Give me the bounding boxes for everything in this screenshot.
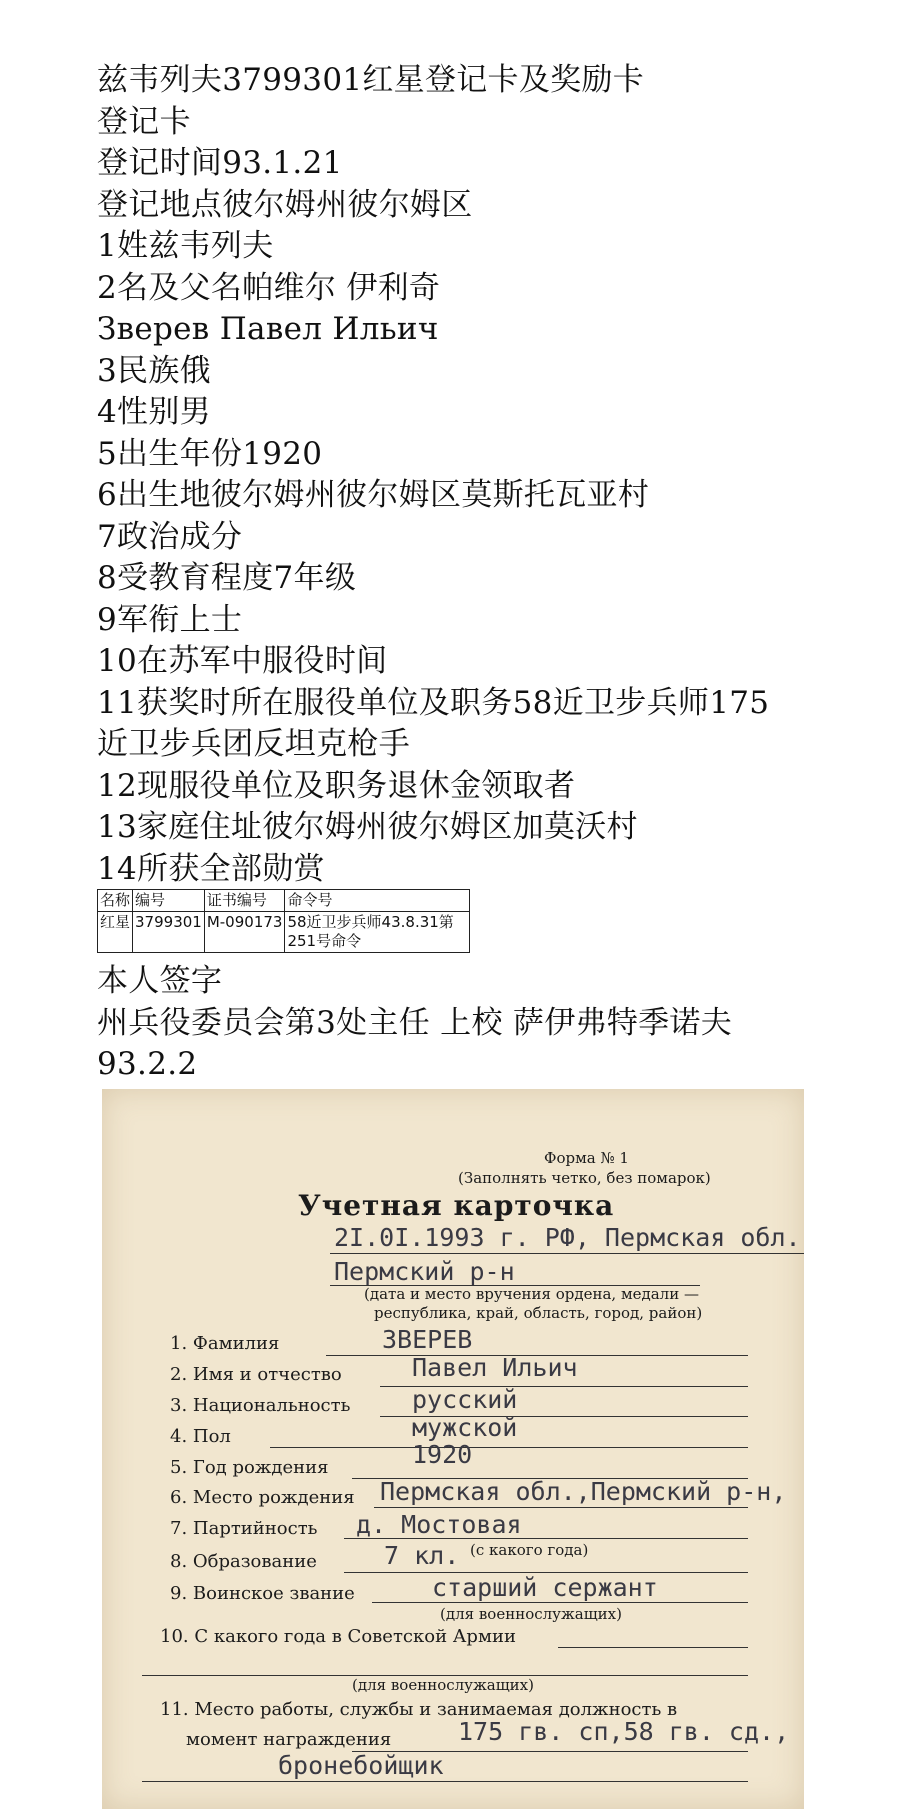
value-birth-year: 1920 — [412, 1440, 473, 1469]
date-place-hint: (дата и место вручения ордена, медали — — [364, 1285, 699, 1303]
value-sex: мужской — [412, 1413, 518, 1442]
signing-date: 93.2.2 — [97, 1046, 198, 1082]
field-name-russian: Зверев Павел Ильич — [97, 311, 439, 347]
section-heading: 登记卡 — [97, 103, 191, 140]
label-service-since: 10. С какого года в Советской Армии — [160, 1626, 516, 1647]
table-header-cell: 编号 — [133, 890, 205, 912]
value-workplace: 175 гв. сп,58 гв. сд., — [458, 1717, 790, 1746]
field-surname: 1姓兹韦列夫 — [97, 228, 274, 264]
field-sex: 4性别男 — [97, 394, 211, 430]
value-rank: старший сержант — [432, 1573, 658, 1602]
label-sex: 4. Пол — [170, 1426, 231, 1447]
signature-label: 本人签字 — [97, 963, 223, 999]
table-cell: 3799301 — [133, 912, 205, 953]
field-birth-year: 5出生年份1920 — [97, 435, 323, 472]
rule-line — [372, 1602, 748, 1603]
education-hint: (с какого года) — [470, 1541, 589, 1559]
table-row — [98, 912, 470, 953]
registration-place: 登记地点彼尔姆州彼尔姆区 — [97, 186, 473, 223]
table-cell: 58近卫步兵师43.8.31第251号命令 — [285, 912, 470, 953]
field-current-unit: 12现服役单位及职务退休金领取者 — [97, 767, 576, 804]
field-name-patronymic: 2名及父名帕维尔 伊利奇 — [97, 269, 441, 306]
card-title: Учетная карточка — [298, 1189, 615, 1222]
rule-line — [344, 1538, 748, 1539]
label-name-patronymic: 2. Имя и отчество — [170, 1364, 342, 1385]
label-birth-year: 5. Год рождения — [170, 1457, 329, 1478]
table-header-cell: 命令号 — [285, 890, 470, 912]
value-name-patronymic: Павел Ильич — [412, 1353, 578, 1382]
label-surname: 1. Фамилия — [170, 1333, 280, 1354]
signing-official: 州兵役委员会第3处主任 上校 萨伊弗特季诺夫 — [97, 1004, 733, 1041]
translation-lines — [97, 60, 769, 890]
label-workplace: 11. Место работы, службы и занимаемая должность в — [160, 1699, 678, 1720]
field-unit-at-award-cont: 近卫步兵团反坦克枪手 — [97, 726, 410, 762]
label-party: 7. Партийность — [170, 1518, 318, 1539]
rule-line — [374, 1507, 748, 1508]
field-party: 7政治成分 — [97, 518, 243, 555]
value-birthplace: Пермская обл.,Пермский р-н, — [380, 1477, 787, 1506]
award-date-place: 2I.0I.1993 г. РФ, Пермская обл. — [334, 1223, 801, 1252]
field-service-since: 10在苏军中服役时间 — [97, 643, 388, 679]
form-number: Форма № 1 — [544, 1149, 629, 1167]
label-birthplace: 6. Место рождения — [170, 1487, 355, 1508]
field-all-awards: 14所获全部勋赏 — [97, 850, 325, 887]
value-education: 7 кл. — [384, 1541, 460, 1570]
date-place-hint-2: республика, край, область, город, район) — [374, 1304, 703, 1322]
field-unit-at-award: 11获奖时所在服役单位及职务58近卫步兵师175 — [97, 684, 770, 721]
field-rank: 9军衔上士 — [97, 601, 243, 638]
field-education: 8受教育程度7年级 — [97, 560, 357, 596]
label-nationality: 3. Национальность — [170, 1395, 351, 1416]
registration-date: 登记时间93.1.21 — [97, 145, 343, 181]
scanned-record-card — [102, 1089, 804, 1809]
label-rank: 9. Воинское звание — [170, 1583, 355, 1604]
label-education: 8. Образование — [170, 1551, 317, 1572]
field-home-address: 13家庭住址彼尔姆州彼尔姆区加莫沃村 — [97, 809, 638, 845]
table-header-cell: 证书编号 — [204, 890, 285, 912]
field-birthplace: 6出生地彼尔姆州彼尔姆区莫斯托瓦亚村 — [97, 477, 650, 513]
value-workplace-2: бронебойщик — [278, 1751, 444, 1780]
label-workplace-2: момент награждения — [186, 1729, 392, 1750]
form-note: (Заполнять четко, без помарок) — [458, 1169, 711, 1187]
value-nationality: русский — [412, 1385, 518, 1414]
signature-block — [97, 961, 732, 1086]
table-header-row — [98, 890, 470, 912]
value-party: д. Мостовая — [356, 1510, 522, 1539]
value-surname: ЗВЕРЕВ — [382, 1325, 473, 1354]
awards-table — [97, 889, 470, 953]
table-cell: M-090173 — [204, 912, 285, 953]
rule-line — [558, 1647, 748, 1648]
rule-line — [142, 1781, 748, 1782]
doc-title: 兹韦列夫3799301红星登记卡及奖励卡 — [97, 62, 645, 98]
table-header-cell: 名称 — [98, 890, 133, 912]
table-cell: 红星 — [98, 912, 133, 953]
rule-line — [330, 1253, 804, 1254]
field-nationality: 3民族俄 — [97, 352, 211, 389]
rank-hint: (для военнослужащих) — [440, 1605, 622, 1623]
award-place-district: Пермский р-н — [334, 1257, 515, 1286]
service-hint: (для военнослужащих) — [352, 1676, 534, 1694]
rule-line — [270, 1447, 748, 1448]
